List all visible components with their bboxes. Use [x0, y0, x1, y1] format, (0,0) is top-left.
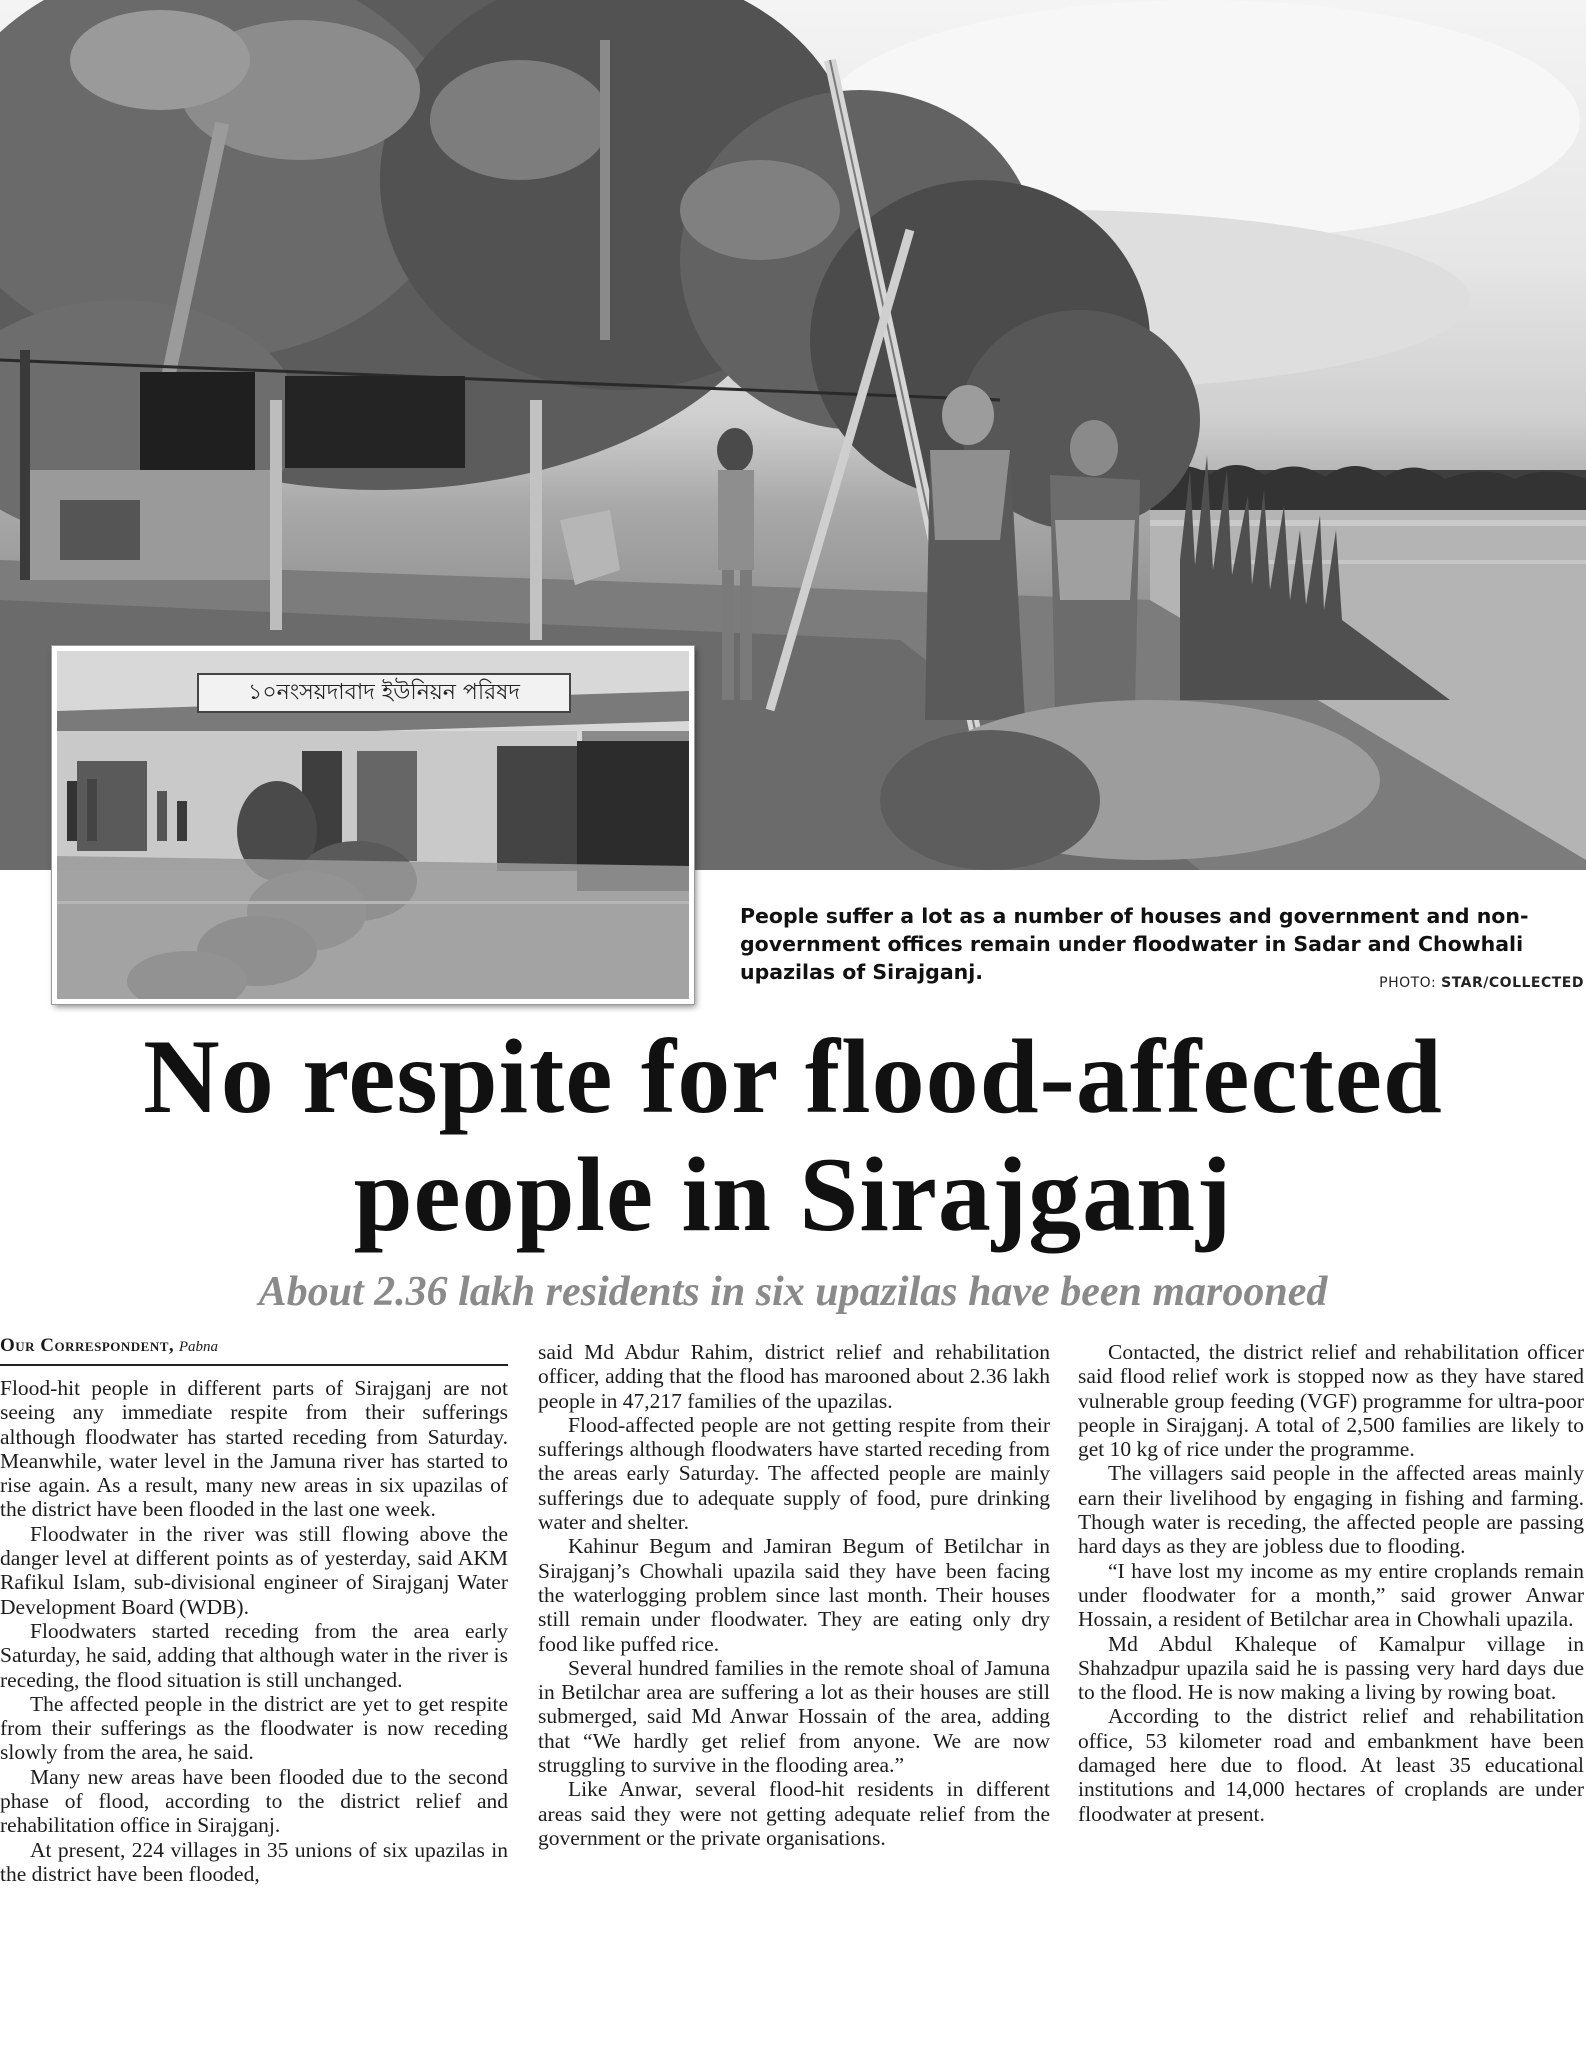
paragraph: Md Abdul Khaleque of Kamalpur village in Shahzadpur upazila said he is passing very hard days due to the flood. He is now making a living by rowing boat.	[1078, 1631, 1584, 1705]
paragraph: The affected people in the district are yet to get respite from their sufferings as the floodwater is now receding slowly from the area, he said.	[0, 1691, 508, 1765]
paragraph: The villagers said people in the affected areas mainly earn their livelihood by engaging in fishing and farming. Though water is receding, the affected people are passing hard days as they are jobless due to flooding.	[1078, 1461, 1584, 1559]
paragraph: Kahinur Begum and Jamiran Begum of Betilchar in Sirajganj’s Chowhali upazila said they have been facing the waterlogging problem since last month. Their houses still remain under floodwater. They are eating only dry food like puffed rice.	[538, 1534, 1050, 1656]
photo-credit-prefix: PHOTO:	[1379, 975, 1437, 991]
byline-name: Our Correspondent,	[0, 1335, 175, 1356]
headline	[0, 1018, 1586, 1254]
photo-caption: People suffer a lot as a number of houses and government and non-government offices remain under floodwater in Sadar and Chowhali upazilas of Sirajganj.	[740, 904, 1529, 984]
article-column-2	[538, 1340, 1050, 1850]
photo-credit	[1379, 975, 1584, 991]
paragraph: Like Anwar, several flood-hit residents in different areas said they were not getting adequate relief from the government or the private organisations.	[538, 1777, 1050, 1850]
paragraph: Many new areas have been flooded due to the second phase of flood, according to the district relief and rehabilitation office in Sirajganj.	[0, 1764, 508, 1838]
paragraph: “I have lost my income as my entire croplands remain under floodwater for a month,” said grower Anwar Hossain, a resident of Betilchar area in Chowhali upazila.	[1078, 1558, 1584, 1632]
headline-line-2: people in Sirajganj	[353, 1136, 1233, 1253]
photo-credit-source: STAR/COLLECTED	[1441, 975, 1584, 991]
paragraph: Contacted, the district relief and rehabilitation officer said flood relief work is stopped now as they have stared vulnerable group feeding (VGF) programme for ultra-poor people in Sirajganj. A total of 2,500 families are likely to get 10 kg of rice under the programme.	[1078, 1340, 1584, 1462]
byline-place: Pabna	[178, 1339, 219, 1355]
paragraph: Floodwaters started receding from the area early Saturday, he said, adding that although water in the river is receding, the flood situation is still unchanged.	[0, 1618, 508, 1692]
paragraph: said Md Abdur Rahim, district relief and rehabilitation officer, adding that the flood has marooned about 2.36 lakh people in 47,217 families of the upazilas.	[538, 1340, 1050, 1413]
inset-sign-text: ১০নংসয়দাবাদ ইউনিয়ন পরিষদ	[197, 673, 571, 713]
inset-photo-union-office	[52, 646, 694, 1004]
subheadline: About 2.36 lakh residents in six upazilas have been marooned	[258, 1269, 1328, 1315]
paragraph: Floodwater in the river was still flowing above the danger level at different points as of yesterday, said AKM Rafikul Islam, sub-divisional engineer of Sirajganj Water Development Board (WDB).	[0, 1521, 508, 1619]
paragraph: At present, 224 villages in 35 unions of six upazilas in the district have been flooded,	[0, 1837, 508, 1886]
article-column-1	[0, 1376, 508, 1886]
paragraph: Flood-affected people are not getting respite from their sufferings although floodwaters have started receding from the areas early Saturday. The affected people are mainly sufferings due to adequate supply of food, pure drinking water and shelter.	[538, 1412, 1050, 1535]
paragraph: Several hundred families in the remote shoal of Jamuna in Betilchar area are suffering a lot as their houses are still submerged, said Md Anwar Hossain of the area, adding that “We hardly get relief from anyone. We are now struggling to survive in the flooding area.”	[538, 1655, 1050, 1778]
paragraph: Flood-hit people in different parts of Sirajganj are not seeing any immediate respite from their sufferings although floodwater has started receding from Saturday. Meanwhile, water level in the Jamuna river has started to rise again. As a result, many new areas in six upazilas of the district have been flooded in the last one week.	[0, 1376, 508, 1522]
headline-line-1: No respite for flood-affected	[143, 1018, 1443, 1135]
paragraph: According to the district relief and rehabilitation office, 53 kilometer road and embankment have been damaged here due to flood. At least 35 educational institutions and 14,000 hectares of croplands are under floodwater at present.	[1078, 1704, 1584, 1826]
byline	[0, 1332, 508, 1366]
article-column-3	[1078, 1340, 1584, 1826]
